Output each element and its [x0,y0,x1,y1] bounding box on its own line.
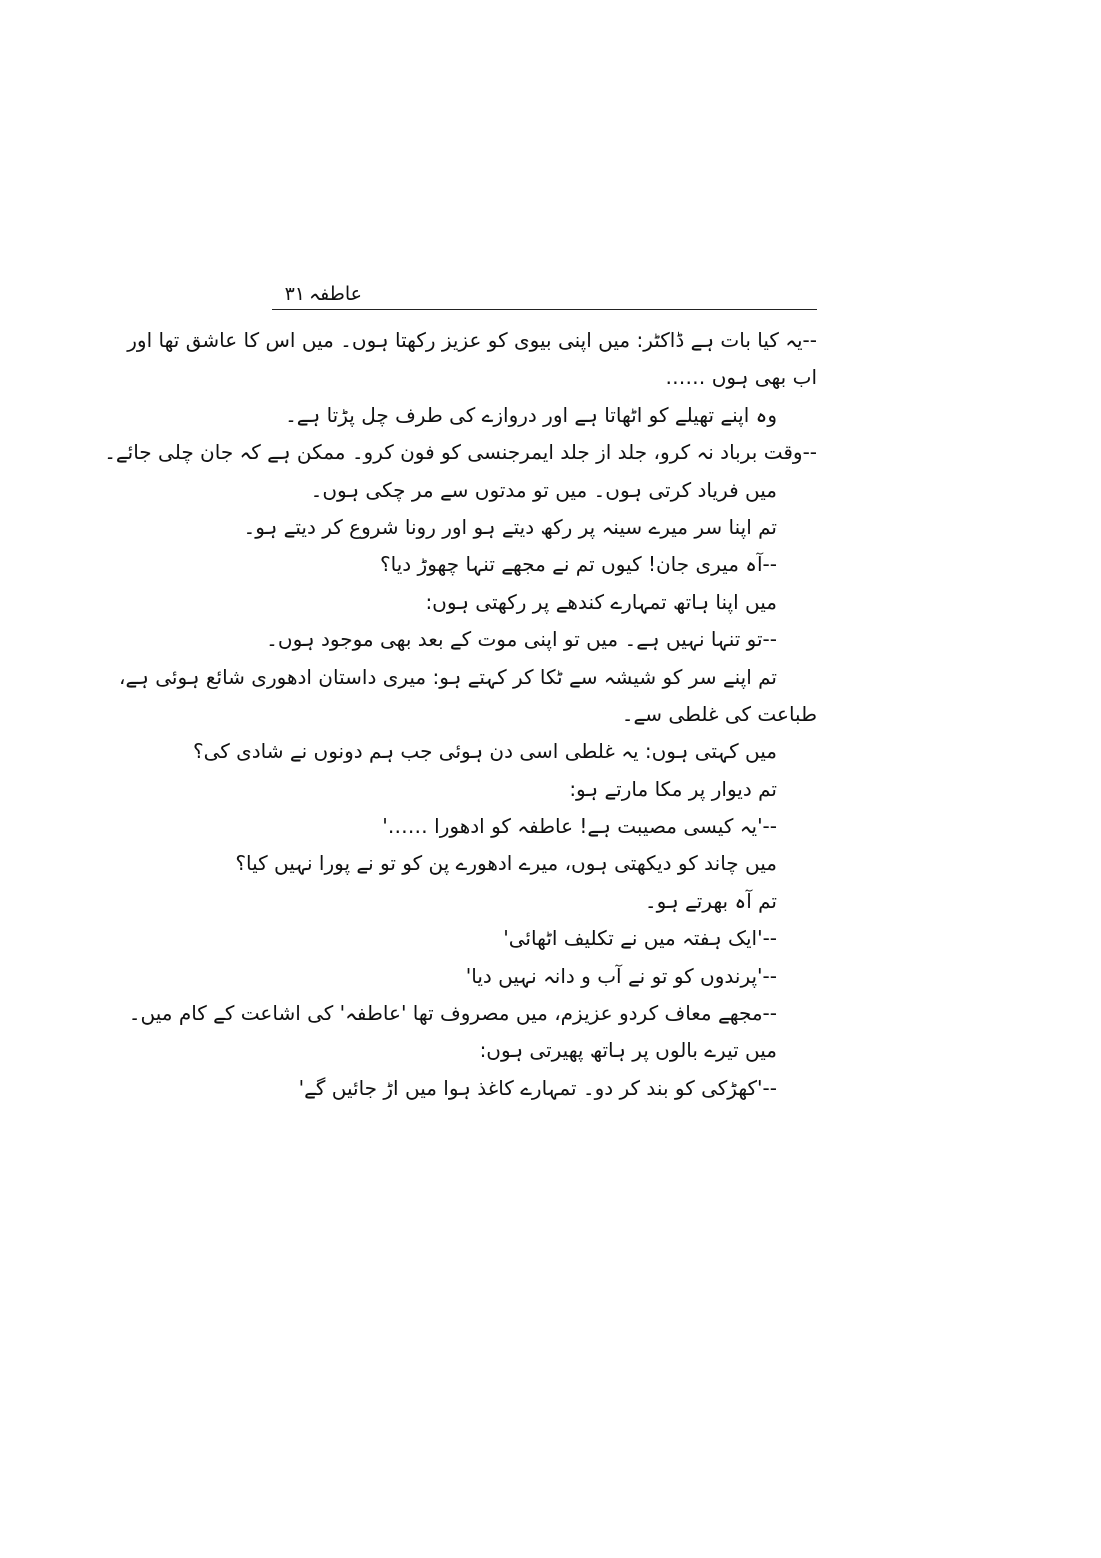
text-line: --'یہ کیسی مصیبت ہے! عاطفہ کو ادھورا ……' [382,814,777,839]
text-line: --آہ میری جان! کیوں تم نے مجھے تنہا چھوڑ دیا؟ [380,552,777,577]
text-line: --'پرندوں کو تو نے آب و دانہ نہیں دیا' [465,963,777,988]
text-line: --وقت برباد نہ کرو، جلد از جلد ایمرجنسی کو فون کرو۔ ممکن ہے کہ جان چلی جائے۔ [104,440,817,465]
header-title: عاطفہ [309,283,362,305]
page-number: ۳۱ [284,283,305,305]
text-line: --مجھے معاف کردو عزیزم، میں مصروف تھا 'عاطفہ' کی اشاعت کے کام میں۔ [128,1001,777,1026]
text-line: --'ایک ہفتہ میں نے تکلیف اٹھائی' [503,926,777,951]
text-line: تم دیوار پر مکا مارتے ہو: [569,776,777,801]
header-rule [272,309,817,310]
text-line: میں فریاد کرتی ہوں۔ میں تو مدتوں سے مر چکی ہوں۔ [310,477,777,502]
text-line: --یہ کیا بات ہے ڈاکٹر: میں اپنی بیوی کو عزیز رکھتا ہوں۔ میں اس کا عاشق تھا اور [127,328,817,352]
text-line: تم آہ بھرتے ہو۔ [644,888,777,913]
text-line: میں کہتی ہوں: یہ غلطی اسی دن ہوئی جب ہم دونوں نے شادی کی؟ [192,739,777,764]
text-line: میں چاند کو دیکھتی ہوں، میرے ادھورے پن کو تو نے پورا نہیں کیا؟ [235,851,777,876]
text-line: اب بھی ہوں …… [665,365,817,390]
text-line: --تو تنہا نہیں ہے۔ میں تو اپنی موت کے بعد بھی موجود ہوں۔ [266,627,777,652]
running-header [272,282,817,308]
text-line: طباعت کی غلطی سے۔ [621,701,817,726]
text-line: میں اپنا ہاتھ تمہارے کندھے پر رکھتی ہوں: [425,589,777,614]
text-line: وہ اپنے تھیلے کو اٹھاتا ہے اور دروازے کی طرف چل پڑتا ہے۔ [285,402,777,427]
text-line: --'کھڑکی کو بند کر دو۔ تمہارے کاغذ ہوا میں اڑ جائیں گے' [298,1075,777,1100]
text-line: میں تیرے بالوں پر ہاتھ پھیرتی ہوں: [479,1038,777,1063]
body-text [104,322,817,1107]
text-line: تم اپنے سر کو شیشہ سے ٹکا کر کہتے ہو: میری داستان ادھوری شائع ہوئی ہے، [118,664,777,689]
text-line: تم اپنا سر میرے سینہ پر رکھ دیتے ہو اور رونا شروع کر دیتے ہو۔ [243,514,777,539]
